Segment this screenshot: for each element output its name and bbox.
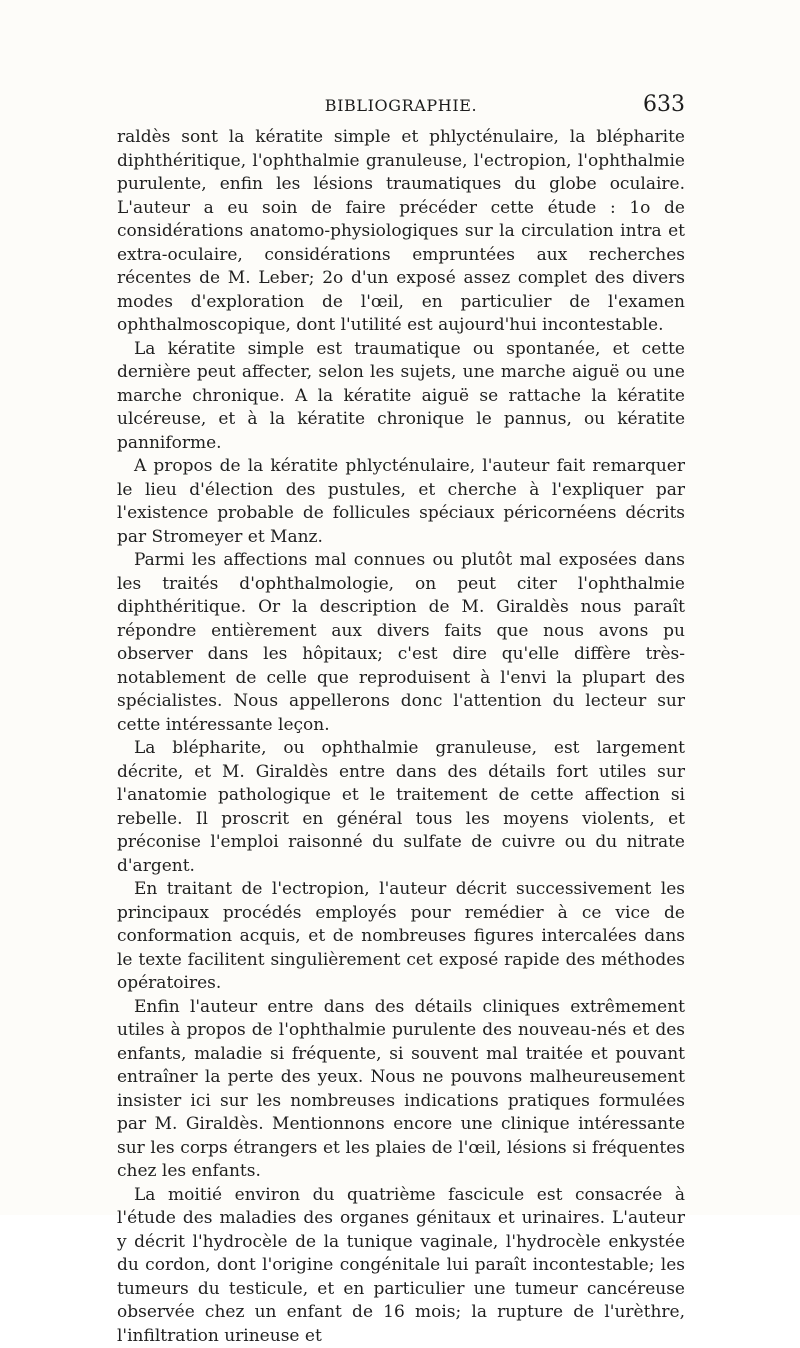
body-text	[117, 126, 685, 1348]
paragraph: A propos de la kératite phlycténulaire, l'auteur fait remarquer le lieu d'élection des pustules, et cherche à l'expliquer par l'existence probable de follicules spéciaux péricornéens décrits par Stromeyer et Manz.	[117, 455, 685, 549]
paragraph: Enfin l'auteur entre dans des détails cliniques extrêmement utiles à propos de l'ophthalmie purulente des nouveau-nés et des enfants, maladie si fréquente, si souvent mal traitée et pouvant entraîner la perte des yeux. Nous ne pouvons malheureusement insister ici sur les nombreuses indications pratiques formulées par M. Giraldès. Mentionnons encore une clinique intéressante sur les corps étrangers et les plaies de l'œil, lésions si fréquentes chez les enfants.	[117, 996, 685, 1184]
page-number: 633	[643, 92, 685, 117]
paragraph: raldès sont la kératite simple et phlycténulaire, la blépharite diphthéritique, l'ophthalmie granuleuse, l'ectropion, l'ophthalmie purulente, enfin les lésions traumatiques du globe oculaire. L'auteur a eu soin de faire précéder cette étude : 1o de considérations anatomo-physiologiques sur la circulation intra et extra-oculaire, considérations empruntées aux recherches récentes de M. Leber; 2o d'un exposé assez complet des divers modes d'exploration de l'œil, en particulier de l'examen ophthalmoscopique, dont l'utilité est aujourd'hui incontestable.	[117, 126, 685, 338]
paragraph: La blépharite, ou ophthalmie granuleuse, est largement décrite, et M. Giraldès entre dans des détails fort utiles sur l'anatomie pathologique et le traitement de cette affection si rebelle. Il proscrit en général tous les moyens violents, et préconise l'emploi raisonné du sulfate de cuivre ou du nitrate d'argent.	[117, 737, 685, 878]
paragraph: Parmi les affections mal connues ou plutôt mal exposées dans les traités d'ophthalmologie, on peut citer l'ophthalmie diphthéritique. Or la description de M. Giraldès nous paraît répondre entièrement aux divers faits que nous avons pu observer dans les hôpitaux; c'est dire qu'elle diffère très-notablement de celle que reproduisent à l'envi la plupart des spécialistes. Nous appellerons donc l'attention du lecteur sur cette intéressante leçon.	[117, 549, 685, 737]
page-header	[117, 92, 685, 118]
running-head: BIBLIOGRAPHIE.	[117, 96, 685, 115]
paragraph: La moitié environ du quatrième fascicule est consacrée à l'étude des maladies des organes génitaux et urinaires. L'auteur y décrit l'hydrocèle de la tunique vaginale, l'hydrocèle enkystée du cordon, dont l'origine congénitale lui paraît incontestable; les tumeurs du testicule, et en particulier une tumeur cancéreuse observée chez un enfant de 16 mois; la rupture de l'urèthre, l'infiltration urineuse et	[117, 1184, 685, 1348]
paragraph: La kératite simple est traumatique ou spontanée, et cette dernière peut affecter, selon les sujets, une marche aiguë ou une marche chronique. A la kératite aiguë se rattache la kératite ulcéreuse, et à la kératite chronique le pannus, ou kératite panniforme.	[117, 338, 685, 456]
paragraph: En traitant de l'ectropion, l'auteur décrit successivement les principaux procédés employés pour remédier à ce vice de conformation acquis, et de nombreuses figures intercalées dans le texte facilitent singulièrement cet exposé rapide des méthodes opératoires.	[117, 878, 685, 996]
